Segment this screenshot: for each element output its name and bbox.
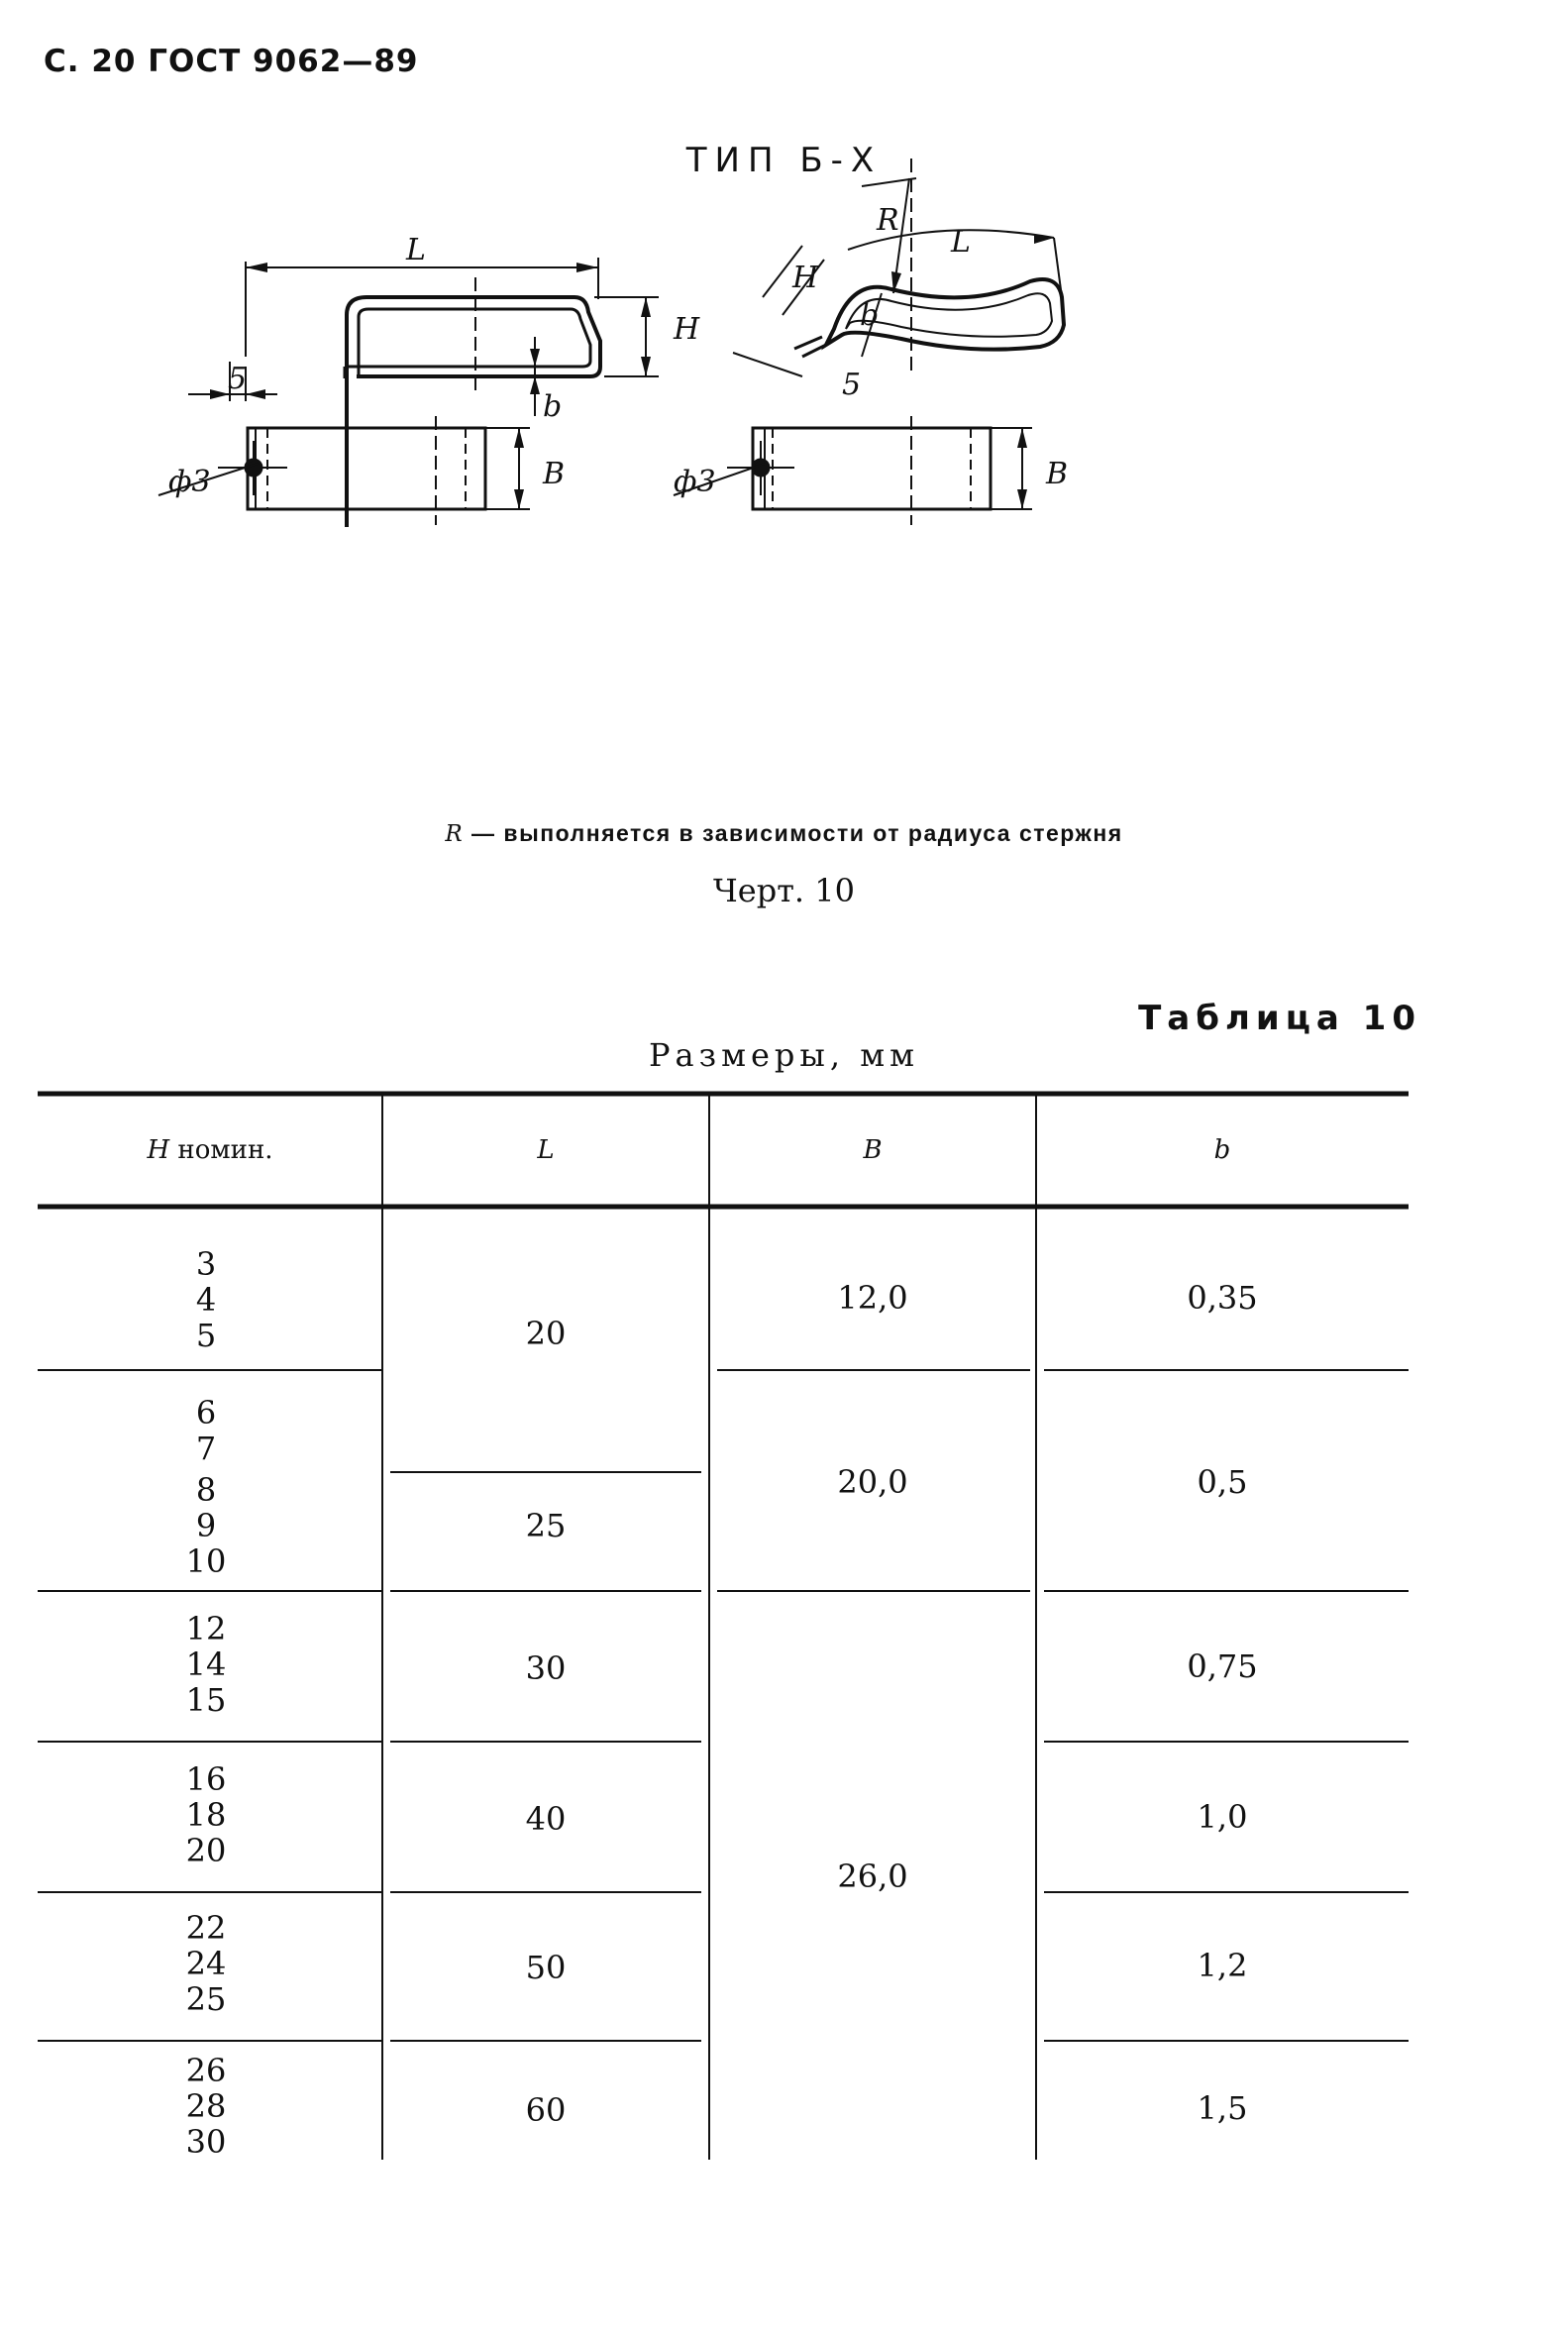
h-value: 4 (195, 1281, 217, 1319)
page-header: С. 20 ГОСТ 9062—89 (44, 44, 419, 79)
b-lower-value-4: 1,0 (1197, 1798, 1248, 1836)
h-value: 26 (185, 2052, 227, 2089)
b-upper-value-1: 12,0 (837, 1279, 908, 1317)
h-value: 16 (185, 1760, 227, 1798)
label-5-left: 5 (228, 362, 248, 396)
l-value-3: 30 (525, 1649, 567, 1687)
label-L-left: L (406, 233, 426, 267)
h-value: 8 (195, 1471, 217, 1509)
h-group-6 (38, 2053, 374, 2160)
label-B-right: B (1046, 457, 1069, 491)
label-B-left: B (543, 457, 566, 491)
l-value-5: 50 (525, 1949, 567, 1986)
h-value: 5 (195, 1317, 217, 1354)
l-value-2: 25 (525, 1507, 567, 1544)
label-H-left: H (674, 312, 700, 347)
label-R-right: R (877, 203, 899, 238)
h-value: 25 (185, 1980, 227, 2018)
h-value: 7 (195, 1430, 217, 1467)
label-5-right: 5 (842, 368, 862, 402)
drawing-caption: Черт. 10 (713, 872, 855, 909)
h-value: 15 (185, 1681, 227, 1719)
l-value-6: 60 (525, 2091, 567, 2129)
h-value: 3 (195, 1245, 217, 1283)
h-value: 30 (185, 2123, 227, 2161)
header-h-nominal (38, 1135, 382, 1165)
h-group-5 (38, 1910, 374, 2017)
h-value: 14 (185, 1645, 227, 1683)
h-value: 24 (185, 1945, 227, 1982)
b-lower-value-3: 0,75 (1187, 1647, 1258, 1685)
note-text: — выполняется в зависимости от радиуса стержня (464, 820, 1123, 846)
h-group-1 (38, 1246, 374, 1353)
h-value: 18 (185, 1796, 227, 1834)
table-units: Размеры, мм (649, 1036, 919, 1074)
label-L-right: L (951, 225, 971, 260)
label-phi3-left: ф3 (168, 465, 211, 499)
header-h-symbol: H (147, 1135, 170, 1165)
label-phi3-right: ф3 (674, 465, 716, 499)
h-value: 10 (185, 1542, 227, 1580)
note-symbol: R (445, 821, 465, 847)
h-value: 12 (185, 1610, 227, 1647)
header-b-lower: b (1213, 1135, 1231, 1165)
label-b-right: b (860, 298, 880, 333)
b-upper-value-2: 20,0 (837, 1463, 908, 1501)
table-label: Таблица 10 (1138, 999, 1421, 1038)
b-lower-value-1: 0,35 (1187, 1279, 1258, 1317)
l-value-1: 20 (525, 1315, 567, 1352)
h-value: 22 (185, 1909, 227, 1947)
header-b-upper: B (863, 1135, 883, 1165)
right-plan-view (674, 416, 1032, 525)
h-group-3 (38, 1611, 374, 1718)
left-plan-view (158, 416, 530, 525)
header-l: L (537, 1135, 555, 1165)
drawing-title: ТИП Б-Х (685, 141, 883, 180)
b-lower-value-6: 1,5 (1197, 2089, 1248, 2127)
b-lower-value-5: 1,2 (1197, 1947, 1248, 1984)
l-value-4: 40 (525, 1800, 567, 1838)
h-group-4 (38, 1761, 374, 1868)
drawing-note (0, 820, 1568, 847)
right-profile-view (733, 159, 1064, 376)
b-upper-value-3: 26,0 (837, 1857, 908, 1895)
h-value: 6 (195, 1394, 217, 1432)
technical-drawing (168, 203, 1169, 812)
h-group-2 (38, 1395, 374, 1579)
left-profile-view (188, 258, 659, 527)
h-value: 9 (195, 1507, 217, 1544)
h-value: 20 (185, 1832, 227, 1869)
b-lower-value-2: 0,5 (1197, 1463, 1248, 1501)
label-b-left: b (543, 389, 563, 424)
label-H-right: H (792, 261, 819, 295)
header-h-text: номин. (169, 1135, 273, 1165)
h-value: 28 (185, 2087, 227, 2125)
